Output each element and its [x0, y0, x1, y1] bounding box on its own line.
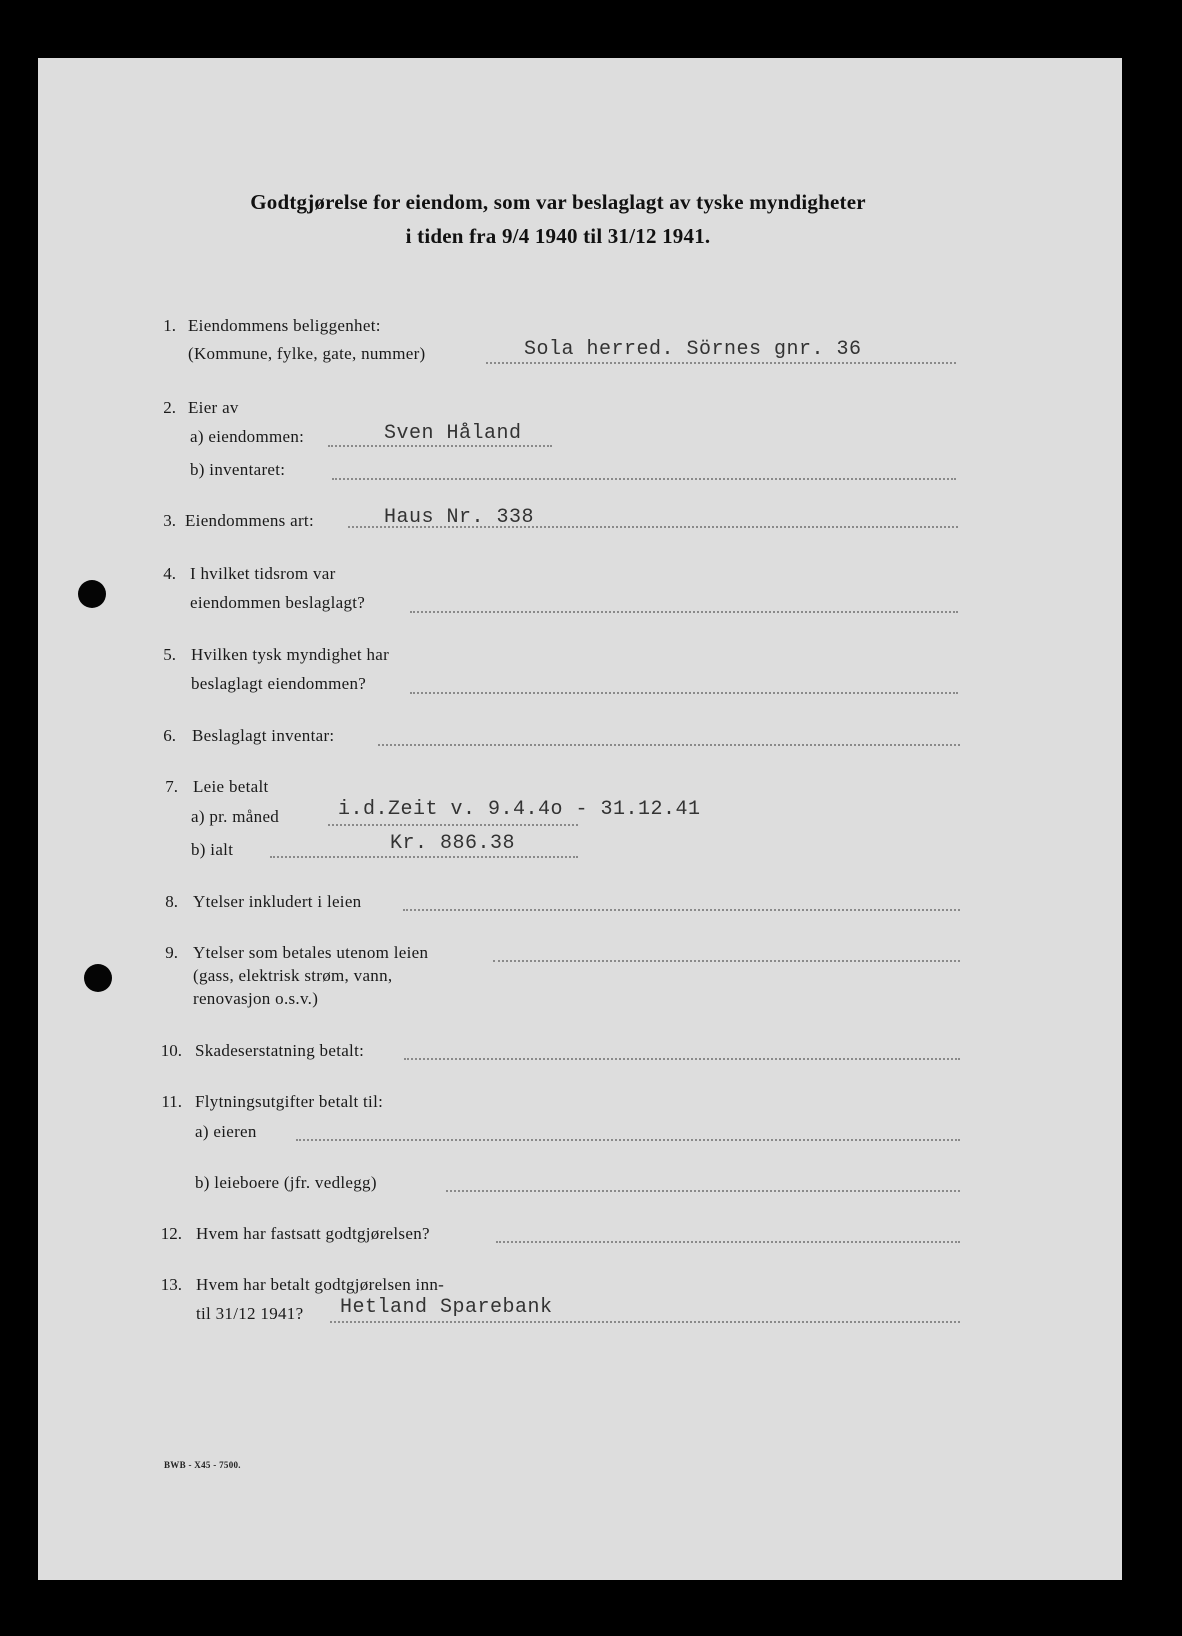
item-8-label: Ytelser inkludert i leien: [193, 892, 362, 911]
item-5-label: Hvilken tysk myndighet har: [191, 645, 390, 664]
item-9-label: Ytelser som betales utenom leien: [193, 943, 429, 962]
form-code: BWB - X45 - 7500.: [164, 1460, 241, 1470]
item-11a-line: [296, 1139, 960, 1141]
item-13-number: 13.: [160, 1275, 182, 1294]
item-11-label: Flytningsutgifter betalt til:: [195, 1092, 384, 1111]
item-13-line: [330, 1321, 960, 1323]
form-title-line2: i tiden fra 9/4 1940 til 31/12 1941.: [405, 224, 711, 248]
item-10-number: 10.: [160, 1041, 182, 1060]
item-2b-label: b) inventaret:: [190, 460, 286, 479]
item-7b-value: Kr. 886.38: [390, 832, 516, 855]
item-4-line: [410, 611, 958, 613]
item-10-line: [404, 1058, 960, 1060]
item-5-line: [410, 692, 958, 694]
item-7a-line: [328, 824, 578, 826]
punch-hole-top: [78, 580, 106, 608]
item-4-number: 4.: [163, 564, 176, 583]
item-7-label: Leie betalt: [193, 777, 269, 796]
item-2-label: Eier av: [188, 398, 239, 417]
item-13-label: Hvem har betalt godtgjørelsen inn-: [196, 1275, 445, 1294]
item-8-line: [403, 909, 960, 911]
item-10-label: Skadeserstatning betalt:: [195, 1041, 365, 1060]
item-4-sublabel: eiendommen beslaglagt?: [190, 593, 366, 612]
item-1-sublabel: (Kommune, fylke, gate, nummer): [188, 344, 426, 363]
item-9-number: 9.: [165, 943, 178, 962]
item-11-number: 11.: [161, 1092, 182, 1111]
item-3-label: Eiendommens art:: [185, 511, 314, 530]
item-5-number: 5.: [163, 645, 176, 664]
item-7a-value: i.d.Zeit v. 9.4.4o - 31.12.41: [338, 798, 701, 821]
item-7-number: 7.: [165, 777, 178, 796]
item-2a-line: [328, 445, 552, 447]
item-2a-value: Sven Håland: [384, 422, 522, 445]
item-7a-label: a) pr. måned: [191, 807, 280, 826]
item-12-label: Hvem har fastsatt godtgjørelsen?: [196, 1224, 430, 1243]
item-6-label: Beslaglagt inventar:: [192, 726, 335, 745]
item-9-sublabel-1: (gass, elektrisk strøm, vann,: [193, 966, 393, 985]
item-5-sublabel: beslaglagt eiendommen?: [191, 674, 367, 693]
item-2a-label: a) eiendommen:: [190, 427, 305, 446]
item-11b-line: [446, 1190, 960, 1192]
form-title-line1: Godtgjørelse for eiendom, som var beslaglagt av tyske myndigheter: [250, 190, 866, 214]
item-9-line: [493, 960, 960, 962]
item-13-sublabel: til 31/12 1941?: [196, 1304, 304, 1323]
item-7b-label: b) ialt: [191, 840, 234, 859]
item-13-value: Hetland Sparebank: [340, 1296, 553, 1319]
item-1-value: Sola herred. Sörnes gnr. 36: [524, 338, 862, 361]
form-sheet: [38, 58, 1122, 1580]
item-1-line: [486, 362, 956, 364]
item-6-line: [378, 744, 960, 746]
item-9-sublabel-2: renovasjon o.s.v.): [193, 989, 319, 1008]
item-8-number: 8.: [165, 892, 178, 911]
punch-hole-bottom: [84, 964, 112, 992]
item-3-value: Haus Nr. 338: [384, 506, 535, 529]
item-11b-label: b) leieboere (jfr. vedlegg): [195, 1173, 377, 1192]
item-1-label: Eiendommens beliggenhet:: [188, 316, 381, 335]
item-12-line: [496, 1241, 960, 1243]
item-4-label: I hvilket tidsrom var: [190, 564, 336, 583]
item-3-number: 3.: [163, 511, 176, 530]
item-1-number: 1.: [163, 316, 176, 335]
item-7b-line: [270, 856, 578, 858]
item-6-number: 6.: [163, 726, 176, 745]
item-11a-label: a) eieren: [195, 1122, 257, 1141]
item-2-number: 2.: [163, 398, 176, 417]
item-2b-line: [332, 478, 956, 480]
item-12-number: 12.: [160, 1224, 182, 1243]
